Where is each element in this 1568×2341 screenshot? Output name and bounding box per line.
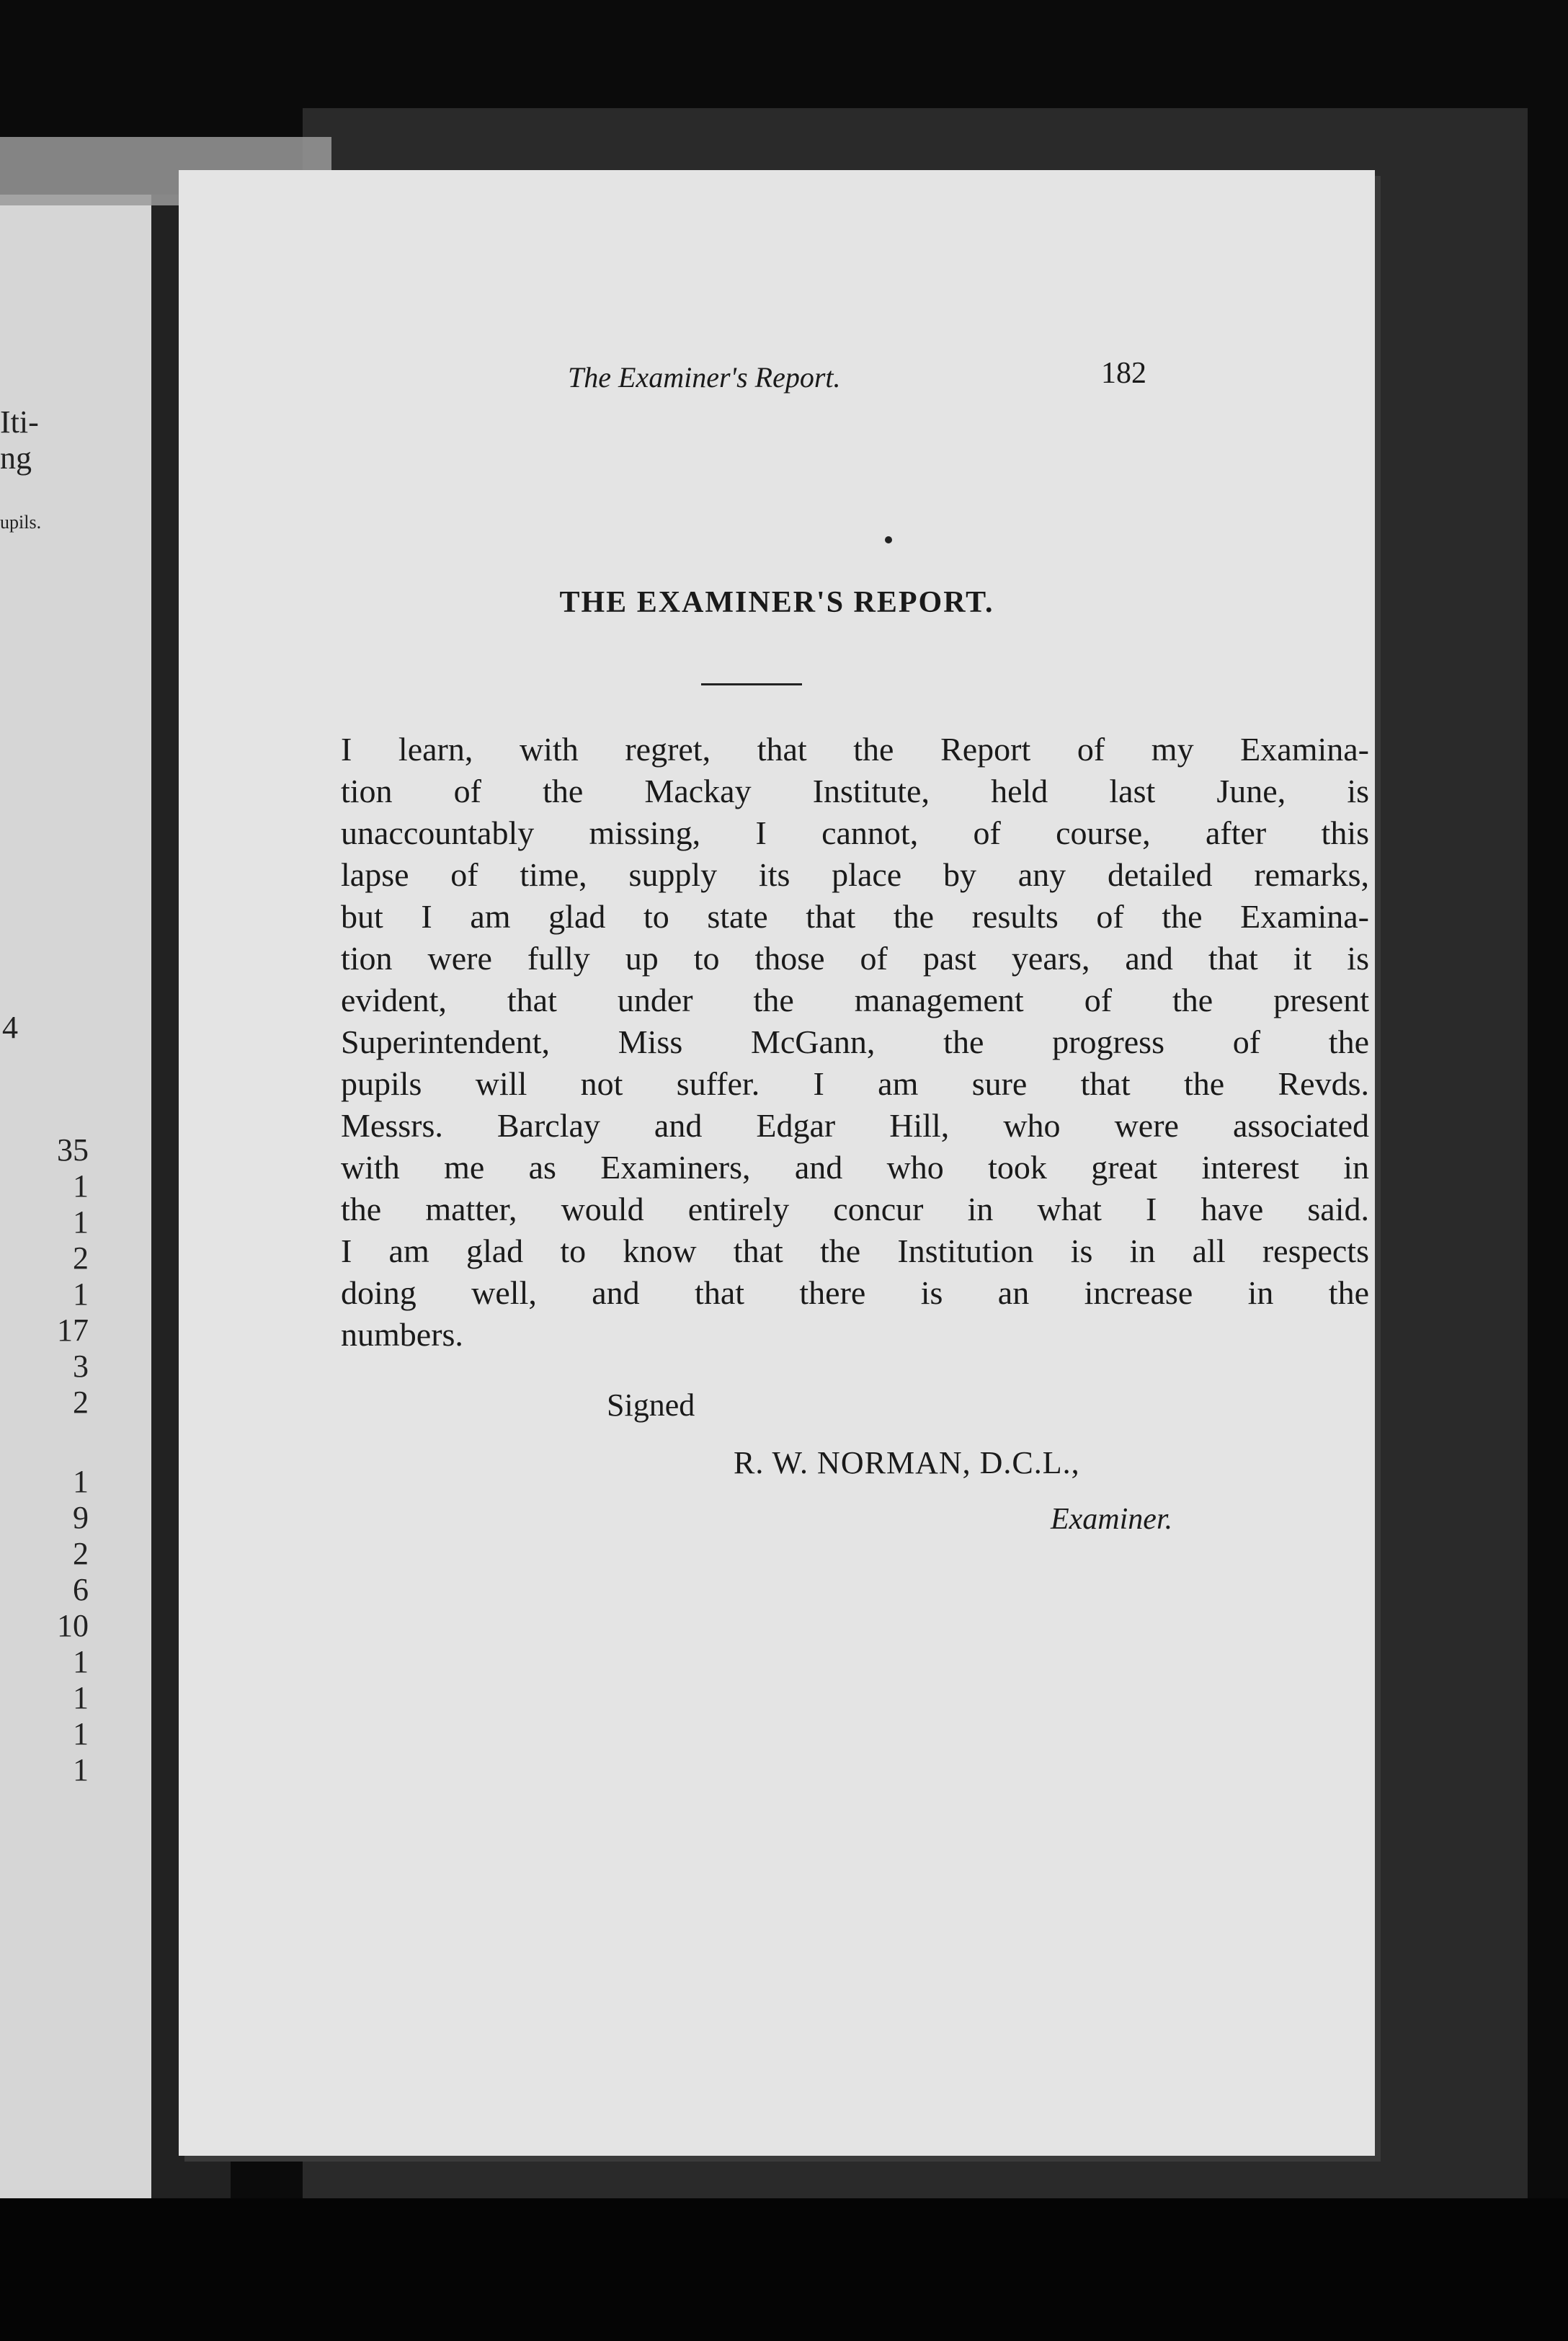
report-body xyxy=(341,729,1369,1356)
left-page-number: 1 xyxy=(73,1276,89,1312)
running-head xyxy=(568,357,1360,404)
body-line: evident, that under the management of the present xyxy=(341,982,1369,1018)
left-page-number: 2 xyxy=(73,1385,89,1420)
ornament-dot xyxy=(885,536,892,543)
left-page-number: 35 xyxy=(57,1132,89,1168)
body-line: lapse of time, supply its place by any detailed remarks, xyxy=(341,856,1369,893)
bottom-border xyxy=(0,2198,1568,2341)
signed-label: Signed xyxy=(607,1387,695,1423)
body-line: the matter, would entirely concur in what I have said. xyxy=(341,1191,1369,1227)
left-page-number: 1 xyxy=(73,1168,89,1204)
body-line: numbers. xyxy=(341,1316,463,1353)
body-line: pupils will not suffer. I am sure that the Revds. xyxy=(341,1065,1369,1102)
left-page-number: 1 xyxy=(73,1204,89,1240)
left-page-number: 1 xyxy=(73,1464,89,1499)
left-page-number: 3 xyxy=(73,1349,89,1384)
left-page-number: 2 xyxy=(73,1240,89,1276)
body-line: tion were fully up to those of past years, and that it is xyxy=(341,940,1369,977)
left-page-number: 4 xyxy=(2,1010,18,1045)
left-page-text-fragment: ng xyxy=(0,440,32,476)
left-page-text-fragment: Iti- xyxy=(0,404,39,440)
left-page-number: 1 xyxy=(73,1716,89,1751)
signatory-role: Examiner. xyxy=(1051,1503,1173,1536)
left-page-number: 1 xyxy=(73,1644,89,1679)
left-page-number: 9 xyxy=(73,1500,89,1535)
body-line: I am glad to know that the Institution is in all respects xyxy=(341,1232,1369,1269)
page-heading: THE EXAMINER'S REPORT. xyxy=(559,586,994,619)
left-page-number: 1 xyxy=(73,1680,89,1715)
body-line: unaccountably missing, I cannot, of course, after this xyxy=(341,814,1369,851)
left-page-number: 1 xyxy=(73,1752,89,1787)
signatory-name: R. W. NORMAN, D.C.L., xyxy=(734,1445,1080,1480)
running-title: The Examiner's Report. xyxy=(568,361,841,394)
left-page-number: 6 xyxy=(73,1572,89,1607)
page-number: 182 xyxy=(1101,357,1146,390)
left-page-number: 10 xyxy=(57,1608,89,1643)
left-page-fragment xyxy=(0,195,155,2198)
left-page-text-fragment: upils. xyxy=(0,512,42,533)
body-line: I learn, with regret, that the Report of my Examina- xyxy=(341,731,1369,768)
body-line: Superintendent, Miss McGann, the progress of the xyxy=(341,1023,1369,1060)
left-page-number: 17 xyxy=(57,1312,89,1348)
body-line: with me as Examiners, and who took great interest in xyxy=(341,1149,1369,1186)
body-line: tion of the Mackay Institute, held last June, is xyxy=(341,773,1369,809)
body-line: doing well, and that there is an increase in the xyxy=(341,1274,1369,1311)
body-line: Messrs. Barclay and Edgar Hill, who were associated xyxy=(341,1107,1369,1144)
report-page xyxy=(179,170,1375,2156)
body-line: but I am glad to state that the results of the Examina- xyxy=(341,898,1369,935)
heading-rule xyxy=(701,683,802,685)
left-page-number: 2 xyxy=(73,1536,89,1571)
